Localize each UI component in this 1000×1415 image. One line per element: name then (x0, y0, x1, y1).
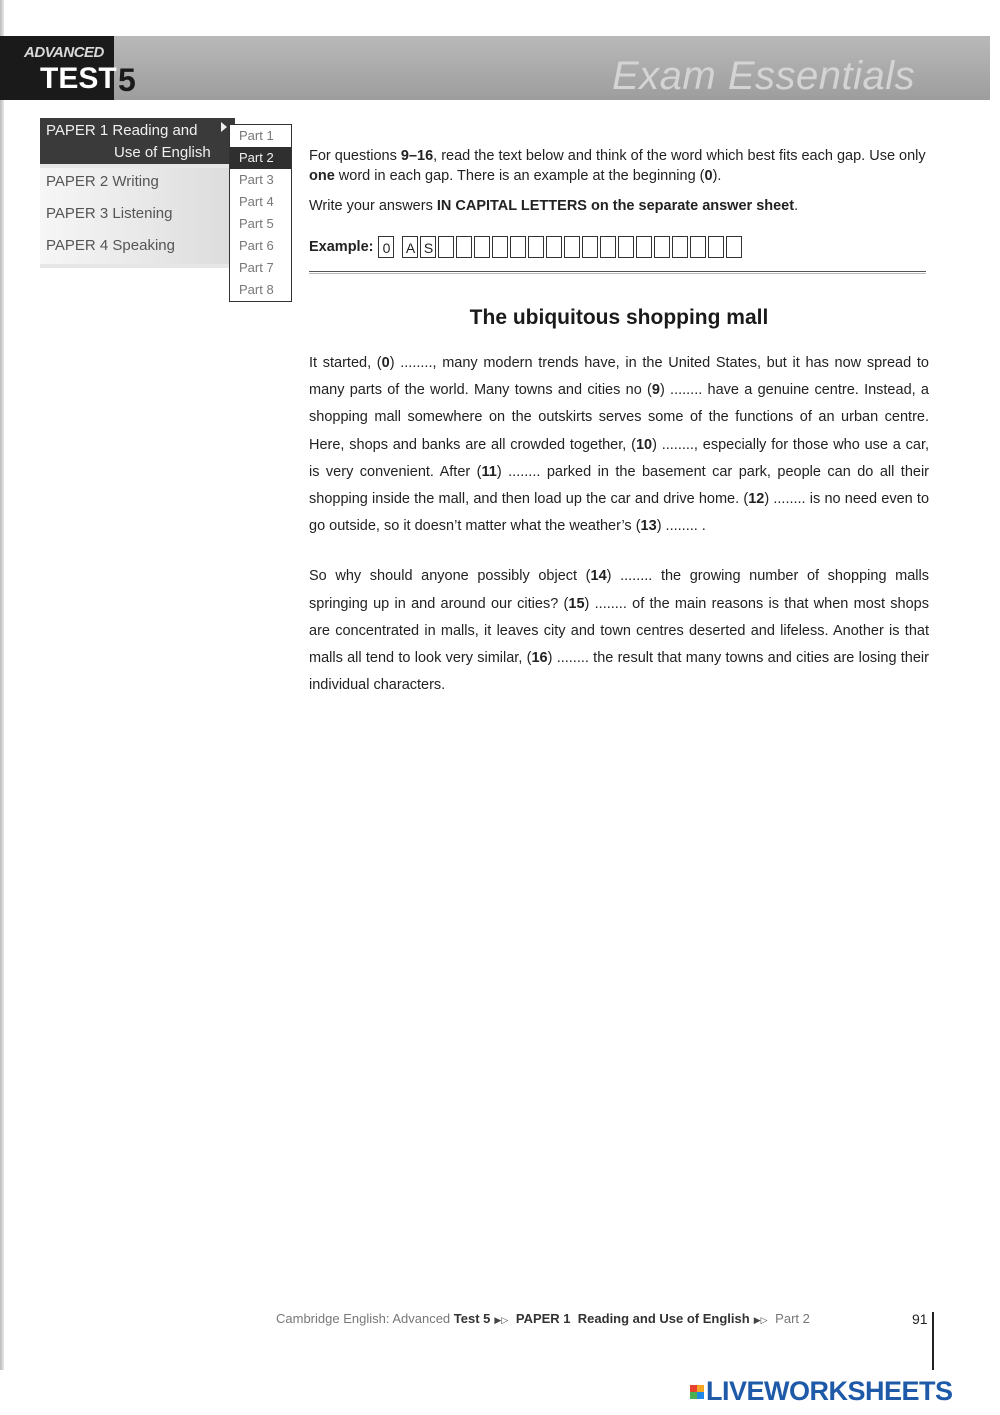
example-label: Example: (309, 239, 374, 255)
part-7-item[interactable]: Part 7 (239, 260, 274, 275)
example-number-box: 0 (378, 236, 394, 258)
answer-letter-box (726, 236, 742, 258)
instructions (309, 146, 929, 226)
answer-letter-box (690, 236, 706, 258)
answer-letter-box (708, 236, 724, 258)
passage (309, 350, 929, 722)
answer-letter-box (636, 236, 652, 258)
gap-number: 16 (531, 650, 548, 667)
instruction-line-2: Write your answers IN CAPITAL LETTERS on the separate answer sheet. (309, 198, 799, 214)
divider (309, 273, 926, 274)
instruction-line-1: For questions 9–16, read the text below and think of the word which best fits each gap. Use only one word in each gap. There is an example at the beginning (0). (309, 148, 926, 184)
passage-text: It started, ( (309, 355, 382, 371)
answer-letter-box (672, 236, 688, 258)
divider (309, 271, 926, 272)
gap-number: 12 (748, 491, 765, 508)
example-letter-box: S (420, 236, 436, 258)
passage-title: The ubiquitous shopping mall (469, 306, 769, 329)
double-arrow-icon: ▶▷ (494, 1315, 509, 1325)
answer-letter-box (528, 236, 544, 258)
passage-text: ) ........ the result that many towns and cities are losing their individual characters. (309, 650, 929, 694)
part-3-item[interactable]: Part 3 (239, 172, 274, 187)
paper-3-tab[interactable]: PAPER 3 Listening (40, 200, 235, 232)
gap-number: 14 (590, 568, 607, 585)
passage-text: ) ........ parked in the basement car park, people can do all their shopping inside the mall, and then load up the car and drive home. ( (309, 463, 930, 508)
answer-letter-box (474, 236, 490, 258)
footer-section: Reading and Use of English (577, 1311, 750, 1326)
part-2-item[interactable]: Part 2 (230, 147, 291, 169)
answer-letter-box (600, 236, 616, 258)
gap-number: 11 (481, 463, 497, 480)
example-letter-box: A (402, 236, 418, 258)
answer-letter-box (510, 236, 526, 258)
passage-text: ) ........, especially for those who use a car, is very convenient. After ( (309, 436, 929, 480)
answer-letter-box (654, 236, 670, 258)
passage-text: So why should anyone possibly object ( (309, 568, 591, 585)
logo-text: LIVEWORKSHEETS (706, 1376, 953, 1406)
passage-text: ) ........ of the main reasons is that when most shops are concentrated in malls, it leaves city and town centres deserted and lifeless. Another is that malls all tend to look very similar, ( (309, 595, 929, 667)
gap-number: 10 (635, 436, 653, 453)
paper-1-label: PAPER 1 Reading and (46, 122, 198, 139)
part-5-item[interactable]: Part 5 (239, 216, 274, 231)
banner-title: Exam Essentials (612, 54, 916, 98)
answer-letter-box (564, 236, 580, 258)
part-6-item[interactable]: Part 6 (239, 238, 274, 253)
paper-2-tab[interactable]: PAPER 2 Writing (40, 168, 235, 200)
answer-letter-box (618, 236, 634, 258)
part-8-item[interactable]: Part 8 (239, 282, 274, 297)
answer-letter-box (546, 236, 562, 258)
logo-square (690, 1385, 697, 1392)
liveworksheets-logo (690, 1376, 953, 1407)
paper-4-tab[interactable]: PAPER 4 Speaking (40, 232, 235, 264)
gap-number: 9 (651, 382, 660, 399)
test-badge (0, 36, 117, 100)
example-answer-row (309, 236, 744, 258)
part-1-item[interactable]: Part 1 (239, 128, 274, 143)
badge-test-label: TEST (40, 62, 117, 95)
double-arrow-icon: ▶▷ (753, 1315, 768, 1325)
logo-square (697, 1385, 704, 1392)
logo-square (697, 1392, 704, 1399)
passage-paragraph-1 (309, 350, 929, 540)
gap-number: 13 (640, 518, 657, 535)
arrow-right-icon (221, 122, 227, 132)
badge-level: ADVANCED (24, 44, 104, 61)
badge-test-number: 5 (118, 62, 136, 98)
gap-number: 15 (568, 595, 585, 612)
passage-paragraph-2 (309, 563, 929, 699)
paper-menu (40, 118, 235, 268)
logo-grid-icon (690, 1385, 704, 1399)
footer-paper: PAPER 1 (515, 1311, 571, 1326)
empty-answer-boxes (438, 236, 744, 258)
footer-series: Cambridge English: Advanced (276, 1311, 451, 1326)
logo-square (690, 1392, 697, 1399)
answer-letter-box (582, 236, 598, 258)
gap-number: 0 (381, 355, 390, 371)
page-number: 91 (912, 1311, 928, 1327)
paper-list (40, 164, 235, 268)
part-list (229, 124, 292, 302)
page-bar (932, 1312, 934, 1370)
passage-text: ) ........ have a genuine centre. Instead, a shopping mall somewhere on the outskirts serves some of the functions of an urban centre. Here, shops and banks are all crowded together, ( (309, 382, 929, 453)
answer-letter-box (456, 236, 472, 258)
page-edge-shadow (0, 0, 4, 1370)
part-4-item[interactable]: Part 4 (239, 194, 274, 209)
paper-1-sublabel: Use of English (114, 144, 211, 161)
passage-text: ) ........ is no need even to go outside, so it doesn’t matter what the weather’s ( (309, 491, 930, 535)
footer-test: Test 5 (453, 1311, 491, 1326)
paper-1-tab[interactable] (40, 118, 235, 164)
header-banner (0, 36, 990, 100)
passage-text: ) ........ . (656, 518, 706, 535)
footer-part: Part 2 (775, 1311, 810, 1326)
answer-letter-box (438, 236, 454, 258)
answer-letter-box (492, 236, 508, 258)
passage-text: ) ........, many modern trends have, in the United States, but it has now spread to many parts of the world. Many towns and cities no ( (309, 355, 929, 399)
page-footer (276, 1311, 810, 1326)
passage-text: ) ........ the growing number of shopping malls springing up in and around our cities? ( (309, 568, 929, 612)
